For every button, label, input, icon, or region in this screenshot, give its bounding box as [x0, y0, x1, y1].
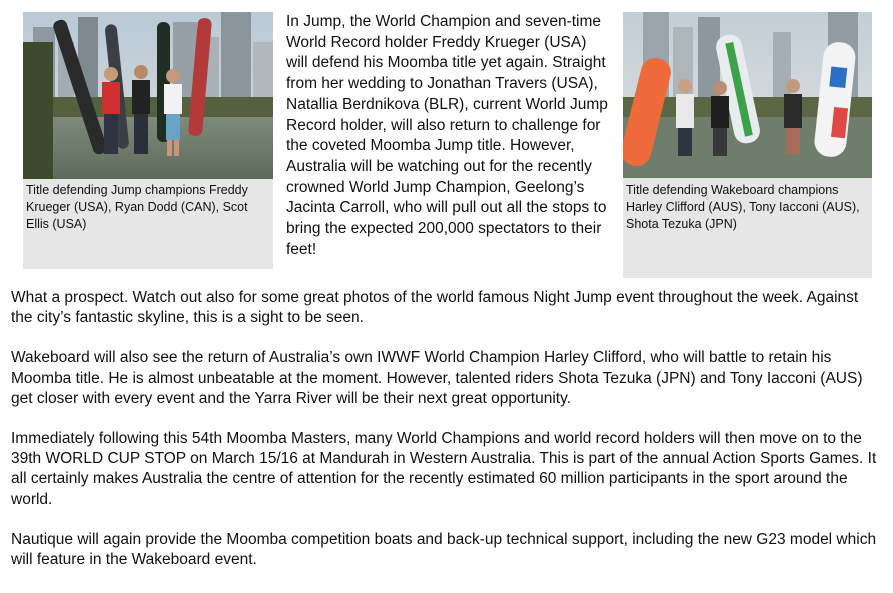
wakeboard-champions-photo: [623, 12, 872, 178]
intro-paragraph: In Jump, the World Champion and seven-time World Record holder Freddy Krueger (USA) will defend his Moomba title yet again. Straight from her wedding to Jonathan Travers (USA), Natallia Berdnikova (BLR), current World Jump Record holder, will also return to challenge for the coveted Moomba Jump title. However, Australia will be watching out for the recently crowned World Jump Champion, Geelong’s Jacinta Carroll, who will pull out all the stops to bring the expected 200,000 spectators to their feet!: [286, 13, 608, 258]
jump-champions-photo: [23, 12, 273, 179]
figure-wakeboard-champions: [623, 12, 872, 278]
jump-champions-caption: Title defending Jump champions Freddy Krueger (USA), Ryan Dodd (CAN), Scot Ellis (USA): [26, 183, 248, 231]
figure-jump-champions: [23, 12, 273, 269]
paragraph-wakeboard: Wakeboard will also see the return of Australia’s own IWWF World Champion Harley Clifford, who will battle to retain his Moomba title. He is almost unbeatable at the moment. However, talented riders Shota Tezuka (JPN) and Tony Iacconi (AUS) get closer with every event and the Yarra River will be their next great opportunity.: [11, 349, 863, 407]
paragraph-night-jump: What a prospect. Watch out also for some great photos of the world famous Night Jump event throughout the week. Against the city’s fantastic skyline, this is a sight to be seen.: [11, 289, 859, 327]
paragraph-nautique: Nautique will again provide the Moomba competition boats and back-up technical support, including the new G23 model which will feature in the Wakeboard event.: [11, 530, 877, 569]
article-body: [11, 288, 881, 590]
wakeboard-champions-caption: Title defending Wakeboard champions Harley Clifford (AUS), Tony Iacconi (AUS), Shota Tezuka (JPN): [626, 183, 860, 231]
paragraph-world-cup: Immediately following this 54th Moomba Masters, many World Champions and world record holders will then move on to the 39th WORLD CUP STOP on March 15/16 at Mandurah in Western Australia. This is part of the annual Action Sports Games. It all certainly makes Australia the centre of attention for the recently estimated 60 million participants in the sport around the world.: [11, 430, 877, 508]
